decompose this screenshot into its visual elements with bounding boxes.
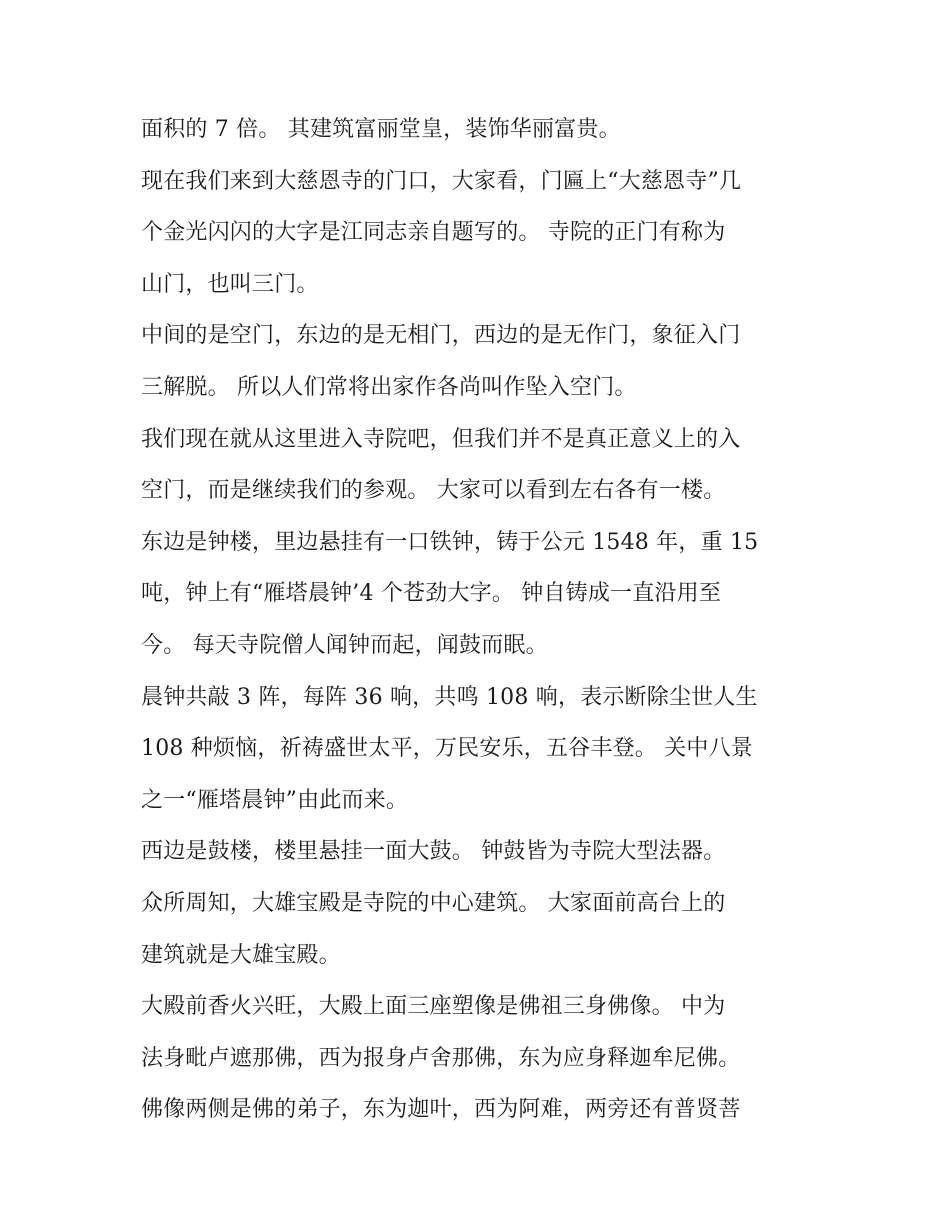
text-line: 吨，钟上有“雁塔晨钟’4 个苍劲大字。 钟自铸成一直沿用至 <box>141 581 722 607</box>
body-text <box>141 104 821 1136</box>
text-line: 之一“雁塔晨钟”由此而来。 <box>141 787 409 813</box>
text-line: 面积的 7 倍。 其建筑富丽堂皇，装饰华丽富贵。 <box>141 117 621 142</box>
text-line: 我们现在就从这里进入寺院吧，但我们并不是真正意义上的入 <box>141 426 741 452</box>
text-line: 佛像两侧是佛的弟子，东为迦叶，西为阿难，两旁还有普贤菩 <box>141 1097 741 1123</box>
text-line: 山门，也叫三门。 <box>141 271 319 297</box>
text-line: 西边是鼓楼，楼里悬挂一面大鼓。 钟鼓皆为寺院大型法器。 <box>141 839 726 865</box>
text-line: 今。 每天寺院僧人闻钟而起，闻鼓而眠。 <box>141 632 548 658</box>
text-line: 三解脱。 所以人们常将出家作各尚叫作坠入空门。 <box>141 374 637 400</box>
text-line: 个金光闪闪的大字是江同志亲自题写的。 寺院的正门有称为 <box>141 220 726 246</box>
text-line: 108 种烦恼，祈祷盛世太平，万民安乐，五谷丰登。 关中八景 <box>141 736 753 762</box>
text-line: 建筑就是大雄宝殿。 <box>141 942 341 968</box>
text-line: 中间的是空门，东边的是无相门，西边的是无作门，象征入门 <box>141 323 741 349</box>
text-line: 现在我们来到大慈恩寺的门口，大家看，门匾上“大慈恩寺”几 <box>141 168 742 194</box>
text-line: 晨钟共敲 3 阵，每阵 36 响，共鸣 108 响，表示断除尘世人生 <box>141 684 758 710</box>
text-line: 东边是钟楼，里边悬挂有一口铁钟，铸于公元 1548 年，重 15 <box>141 529 759 555</box>
text-line: 空门，而是继续我们的参观。 大家可以看到左右各有一楼。 <box>141 478 726 504</box>
text-line: 法身毗卢遮那佛，西为报身卢舍那佛，东为应身释迦牟尼佛。 <box>141 1045 741 1071</box>
text-line: 大殿前香火兴旺，大殿上面三座塑像是佛祖三身佛像。 中为 <box>141 994 726 1020</box>
text-line: 众所周知，大雄宝殿是寺院的中心建筑。 大家面前高台上的 <box>141 890 726 916</box>
